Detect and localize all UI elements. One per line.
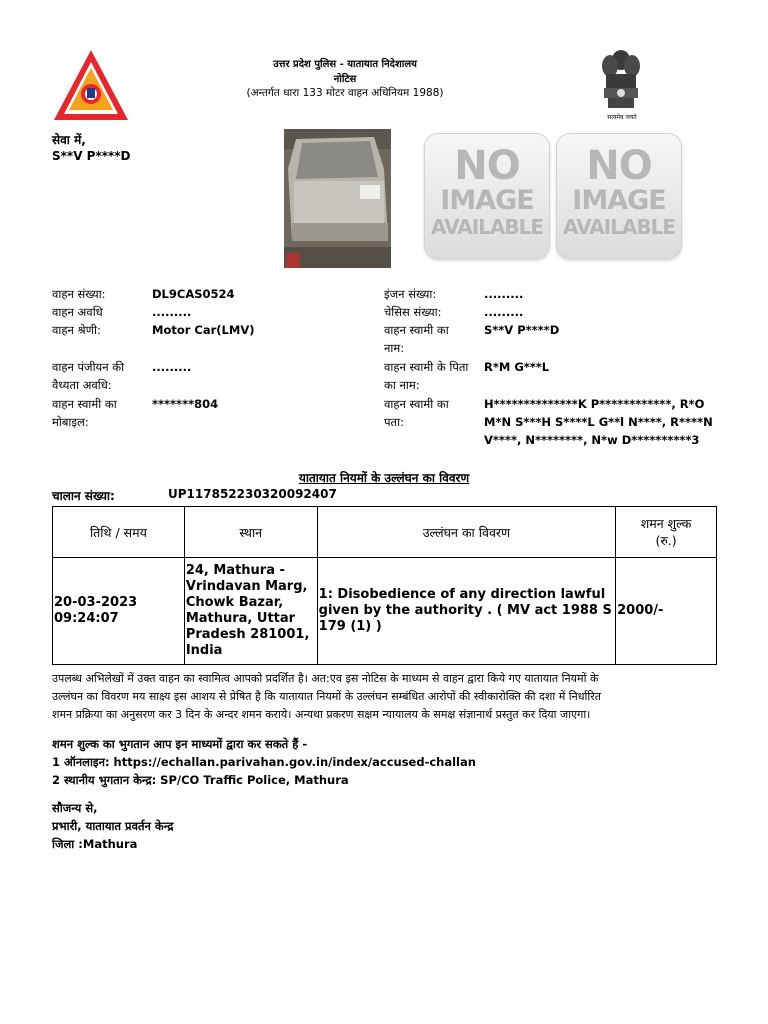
owner-name-label-1: वाहन स्वामी का — [384, 323, 449, 337]
payment-local: 2 स्थानीय भुगतान केन्द्र: SP/CO Traffic Police, Mathura — [52, 773, 349, 787]
vehicle-number-label: वाहन संख्या: — [52, 287, 106, 301]
owner-address-label-1: वाहन स्वामी का — [384, 397, 449, 411]
emblem-caption: सत्यमेव जयते — [607, 114, 637, 121]
reg-validity-label-2: वैध्यता अवधि: — [52, 378, 112, 392]
owner-address-label-2: पता: — [384, 415, 404, 429]
engine-number-label: इंजन संख्या: — [384, 287, 437, 301]
no-image-text-available: AVAILABLE — [562, 215, 676, 239]
reg-validity-label-1: वाहन पंजीयन की — [52, 360, 125, 374]
owner-name-label-2: नाम: — [384, 341, 405, 355]
owner-father-label-2: का नाम: — [384, 378, 420, 392]
place-line-3: Chowk Bazar, — [185, 595, 284, 610]
details-line-3: 179 (1) ) — [318, 619, 382, 634]
violation-time: 09:24:07 — [54, 611, 119, 626]
engine-number: ......... — [484, 287, 524, 301]
violation-section-title: यातायात नियमों के उल्लंघन का विवरण — [298, 471, 470, 485]
notice-paragraph — [52, 670, 712, 724]
signature-district: जिला :Mathura — [52, 837, 138, 851]
addressee-label: सेवा में, — [52, 133, 86, 147]
place-line-2: Vrindavan Marg, — [185, 579, 308, 594]
col-datetime: तिथि / समय — [53, 507, 185, 558]
no-image-placeholder-1 — [424, 133, 550, 259]
owner-father-name: R*M G***L — [484, 360, 550, 374]
owner-address-line-2: M*N S***H S****L G**l N****, R****N — [484, 415, 713, 429]
signature-officer: प्रभारी, यातायात प्रवर्तन केन्द्र — [52, 819, 174, 833]
owner-address-line-3: V****, N********, N*w D**********3 — [484, 433, 700, 447]
reg-validity: ......... — [152, 360, 192, 374]
chassis-number: ......... — [484, 305, 524, 319]
owner-mobile: *******804 — [152, 397, 219, 411]
challan-number: UP117852230320092407 — [168, 487, 337, 501]
details-line-1: 1: Disobedience of any direction lawful — [318, 587, 606, 602]
chassis-number-label: चेसिस संख्या: — [384, 305, 442, 319]
cell-datetime — [53, 558, 185, 665]
place-line-6: India — [185, 643, 223, 658]
no-image-text-no: NO — [454, 143, 520, 189]
signature-courtesy: सौजन्य से, — [52, 801, 98, 815]
vehicle-period: ......... — [152, 305, 192, 319]
no-image-text-available: AVAILABLE — [430, 215, 544, 239]
notice-line-2: उल्लंघन का विवरण मय साक्ष्य इस आशय से प्रेषित है कि यातायात नियमों के उल्लंघन सम्बंधित आरोपों की स्वीकारोक्ति की दशा में निर्धारित — [52, 690, 601, 703]
table-row — [53, 558, 717, 665]
cell-details — [317, 558, 615, 665]
addressee-name: S**V P****D — [52, 149, 131, 163]
notice-line-1: उपलब्ध अभिलेखों में उक्त वाहन का स्वामित्व आपको प्रदर्शित है। अत:एव इस नोटिस के माध्यम से वाहन द्वारा किये गए यातायात नियमों के — [52, 672, 599, 685]
no-image-text-no: NO — [586, 143, 652, 189]
challan-number-label: चालान संख्या: — [52, 489, 115, 503]
vehicle-photo — [284, 129, 391, 268]
place-line-4: Mathura, Uttar — [185, 611, 296, 626]
payment-heading: शमन शुल्क का भुगतान आप इन माध्यमों द्वारा कर सकते हैं - — [52, 737, 308, 751]
cell-fine: 2000/- — [616, 558, 717, 665]
vehicle-category: Motor Car(LMV) — [152, 323, 255, 337]
no-image-text-image: IMAGE — [572, 185, 666, 216]
place-line-5: Pradesh 281001, — [185, 627, 310, 642]
col-details: उल्लंघन का विवरण — [317, 507, 615, 558]
place-line-1: 24, Mathura - — [185, 563, 285, 578]
violation-date: 20-03-2023 — [54, 595, 138, 610]
col-fine-line-2: (रु.) — [655, 533, 677, 548]
owner-father-label-1: वाहन स्वामी के पिता — [384, 360, 469, 374]
payment-online[interactable]: 1 ऑनलाइन: https://echallan.parivahan.gov.in/index/accused-challan — [52, 755, 476, 769]
vehicle-period-label: वाहन अवधि — [52, 305, 103, 319]
violation-table-header — [53, 507, 717, 558]
col-place: स्थान — [184, 507, 317, 558]
notice-line-3: शमन प्रक्रिया का अनुसरण कर 3 दिन के अन्दर शमन कराये। अन्यथा प्रकरण सक्षम न्यायालय के समक्ष संज्ञानार्थ प्रस्तुत कर दिया जाएगा। — [52, 708, 591, 721]
cell-place — [184, 558, 317, 665]
col-fine — [616, 507, 717, 558]
violation-table — [52, 506, 717, 665]
col-fine-line-1: शमन शुल्क — [640, 516, 692, 531]
owner-address-line-1: H**************K P************, R*O — [484, 397, 705, 411]
owner-name: S**V P****D — [484, 323, 560, 337]
details-line-2: given by the authority . ( MV act 1988 S — [318, 603, 612, 618]
header-notice: नोटिस — [333, 74, 357, 85]
no-image-placeholder-2 — [556, 133, 682, 259]
header-act: (अन्तर्गत धारा 133 मोटर वाहन अधिनियम 1988) — [246, 87, 444, 99]
vehicle-category-label: वाहन श्रेणी: — [52, 323, 101, 337]
owner-mobile-label-2: मोबाइल: — [52, 415, 89, 429]
header-title: उत्तर प्रदेश पुलिस - यातायात निदेशालय — [273, 59, 417, 70]
no-image-text-image: IMAGE — [440, 185, 534, 216]
owner-mobile-label-1: वाहन स्वामी का — [52, 397, 117, 411]
vehicle-number: DL9CAS0524 — [152, 287, 235, 301]
